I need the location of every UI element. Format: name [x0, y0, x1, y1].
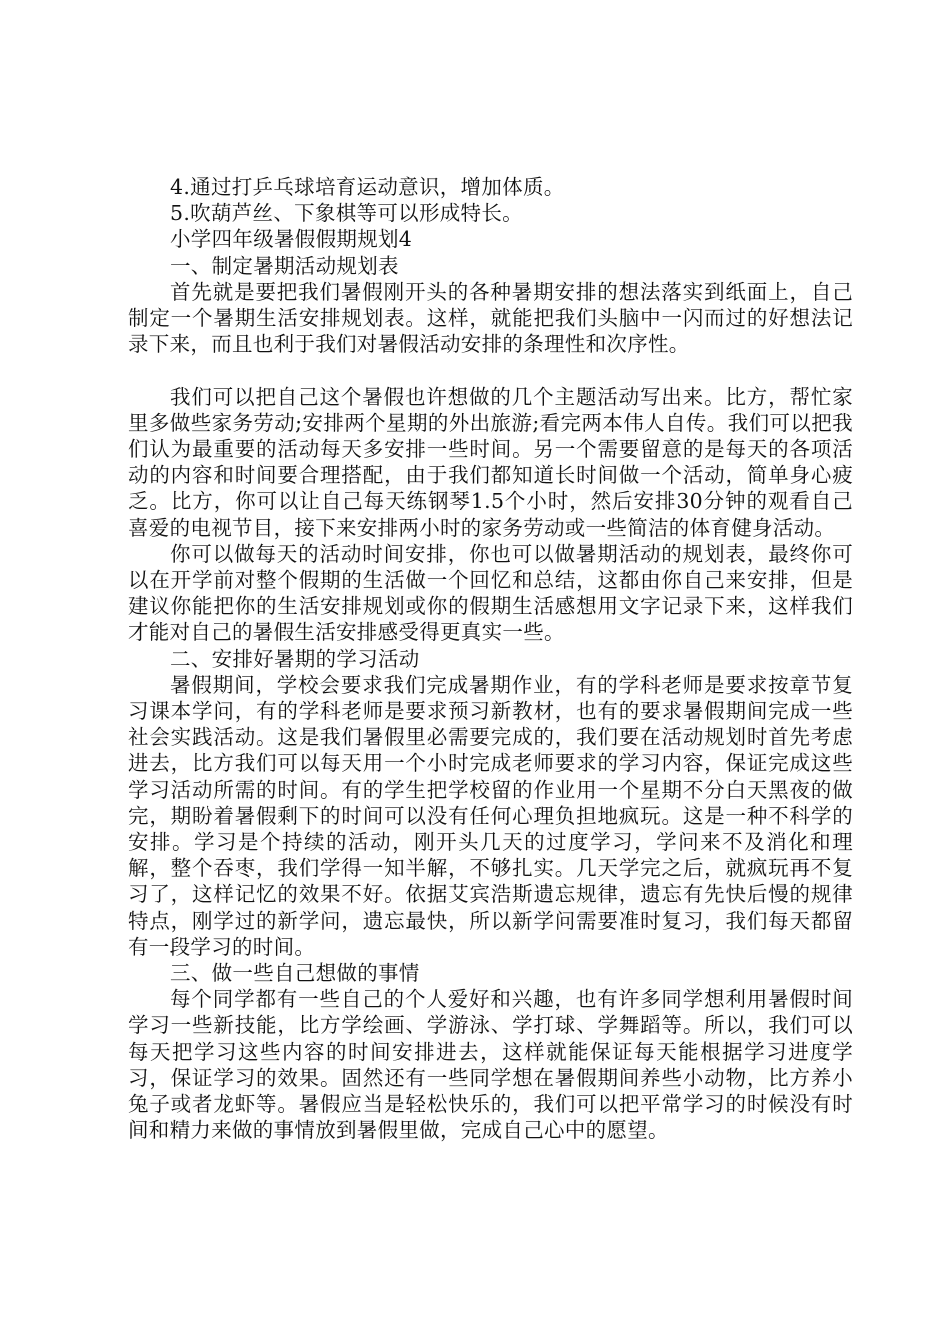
- paragraph-1: 首先就是要把我们暑假刚开头的各种暑期安排的想法落实到纸面上，自己制定一个暑期生活安排规划表。这样，就能把我们头脑中一闪而过的好想法记录下来，而且也利于我们对暑假活动安排的条理性和次序性。: [128, 279, 853, 357]
- document-body: [128, 174, 853, 1144]
- paragraph-3: 你可以做每天的活动时间安排，你也可以做暑期活动的规划表，最终你可以在开学前对整个假期的生活做一个回忆和总结，这都由你自己来安排，但是建议你能把你的生活安排规划或你的假期生活感想用文字记录下来，这样我们才能对自己的暑假生活安排感受得更真实一些。: [128, 541, 853, 645]
- list-item-4: 4.通过打乒乓球培育运动意识，增加体质。: [170, 175, 565, 199]
- heading-3: 三、做一些自己想做的事情: [170, 961, 420, 986]
- section-title: 小学四年级暑假假期规划4: [170, 227, 413, 252]
- heading-2: 二、安排好暑期的学习活动: [170, 646, 420, 671]
- list-item-5: 5.吹葫芦丝、下象棋等可以形成特长。: [170, 201, 523, 226]
- paragraph-4: 暑假期间，学校会要求我们完成暑期作业，有的学科老师是要求按章节复习课本学问，有的学科老师是要求预习新教材，也有的要求暑假期间完成一些社会实践活动。这是我们暑假里必需要完成的，我们要在活动规划时首先考虑进去，比方我们可以每天用一个小时完成老师要求的学习内容，保证完成这些学习活动所需的时间。有的学生把学校留的作业用一个星期不分白天黑夜的做完，期盼着暑假剩下的时间可以没有任何心理负担地疯玩。这是一种不科学的安排。学习是个持续的活动，刚开头几天的过度学习，学问来不及消化和理解，整个吞枣，我们学得一知半解，不够扎实。几天学完之后，就疯玩再不复习了，这样记忆的效果不好。依据艾宾浩斯遗忘规律，遗忘有先快后慢的规律特点，刚学过的新学问，遗忘最快，所以新学问需要准时复习，我们每天都留有一段学习的时间。: [128, 672, 853, 959]
- paragraph-5: 每个同学都有一些自己的个人爱好和兴趣，也有许多同学想利用暑假时间学习一些新技能，比方学绘画、学游泳、学打球、学舞蹈等。所以，我们可以每天把学习这些内容的时间安排进去，这样就能保证每天能根据学习进度学习，保证学习的效果。固然还有一些同学想在暑假期间养些小动物，比方养小兔子或者龙虾等。暑假应当是轻松快乐的，我们可以把平常学习的时候没有时间和精力来做的事情放到暑假里做，完成自己心中的愿望。: [128, 987, 853, 1143]
- paragraph-2: 我们可以把自己这个暑假也许想做的几个主题活动写出来。比方，帮忙家里多做些家务劳动;安排两个星期的外出旅游;看完两本伟人自传。我们可以把我们认为最重要的活动每天多安排一些时间。另一个需要留意的是每天的各项活动的内容和时间要合理搭配，由于我们都知道长时间做一个活动，简单身心疲乏。比方，你可以让自己每天练钢琴1.5个小时，然后安排30分钟的观看自己喜爱的电视节目，接下来安排两小时的家务劳动或一些简洁的体育健身活动。: [128, 384, 853, 540]
- heading-1: 一、制定暑期活动规划表: [170, 253, 399, 278]
